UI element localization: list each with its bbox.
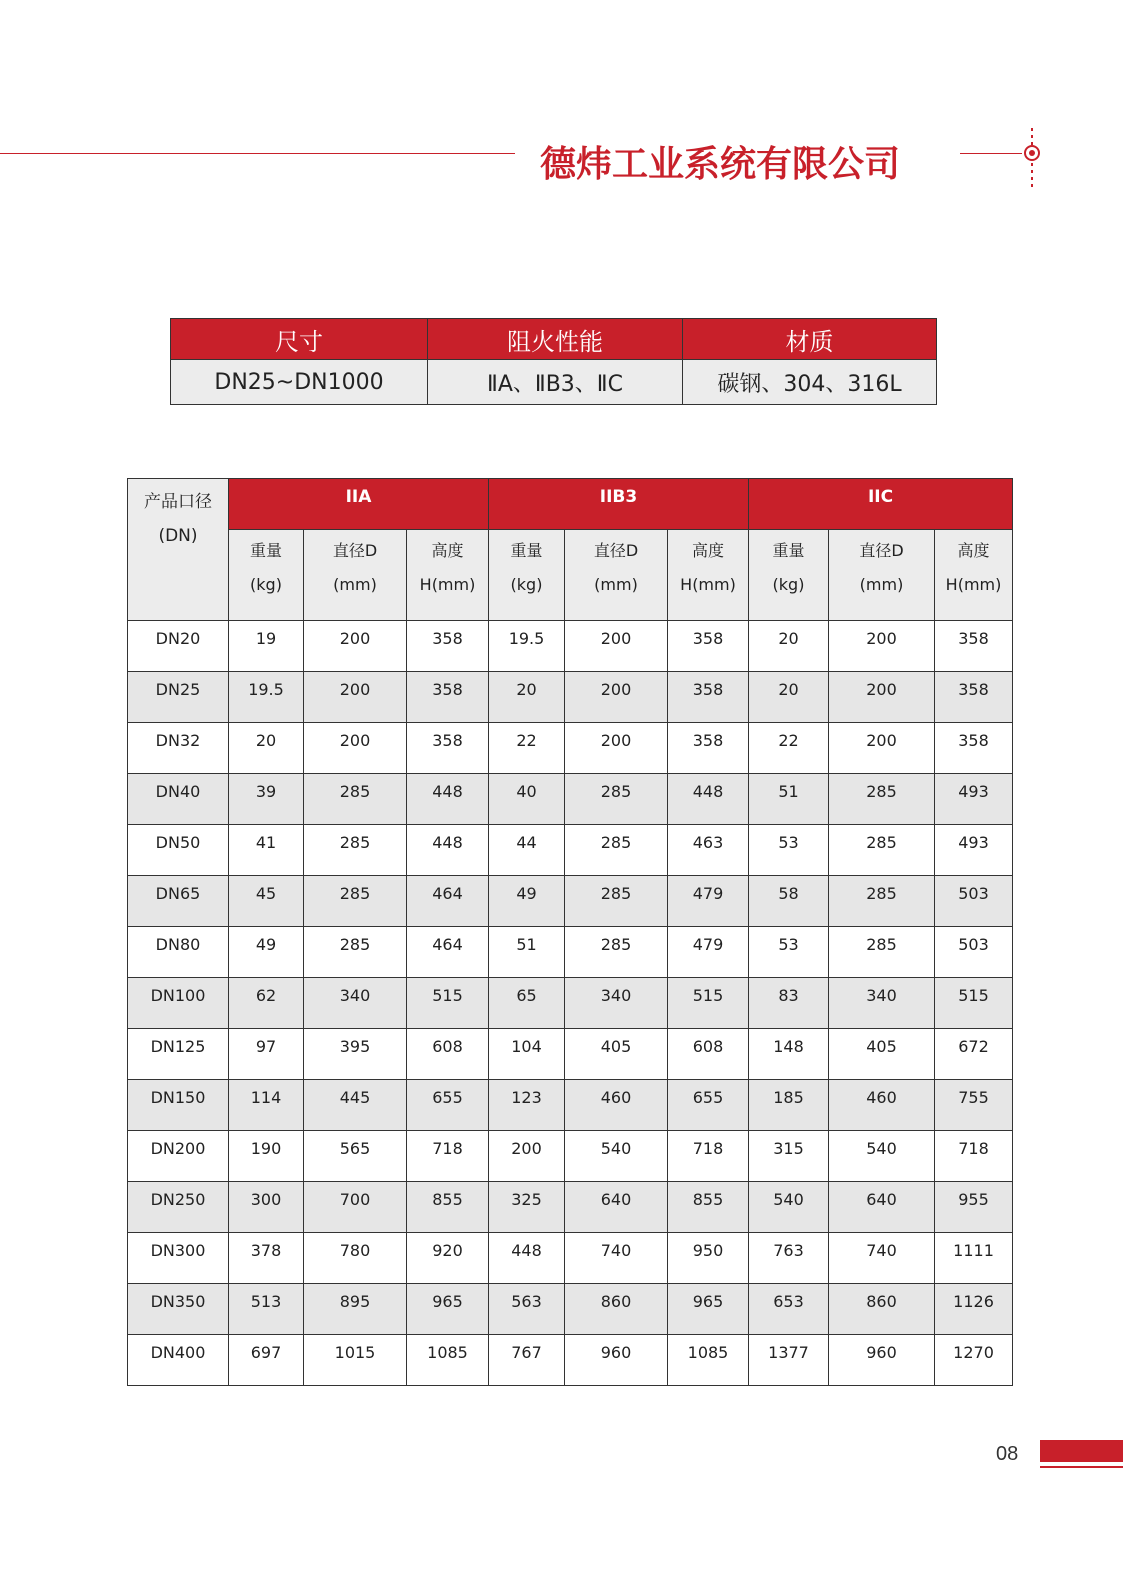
table-cell: 1126 bbox=[935, 1284, 1013, 1335]
header-nominal-diameter-label: 产品口径 bbox=[144, 492, 212, 512]
table-cell: 950 bbox=[668, 1233, 749, 1284]
table-cell: 200 bbox=[565, 723, 668, 774]
subheader-diameter bbox=[565, 530, 668, 621]
table-cell: 148 bbox=[749, 1029, 829, 1080]
row-nominal-diameter: DN300 bbox=[128, 1233, 229, 1284]
table-cell: 540 bbox=[749, 1182, 829, 1233]
row-nominal-diameter: DN250 bbox=[128, 1182, 229, 1233]
table-cell: 860 bbox=[565, 1284, 668, 1335]
subheader-label: 直径D bbox=[332, 541, 378, 560]
table-cell: 503 bbox=[935, 876, 1013, 927]
table-cell: 755 bbox=[935, 1080, 1013, 1131]
table-cell: 378 bbox=[229, 1233, 304, 1284]
table-cell: 448 bbox=[407, 774, 489, 825]
table-cell: 960 bbox=[829, 1335, 935, 1386]
table-row bbox=[128, 1335, 1013, 1386]
table-cell: 493 bbox=[935, 825, 1013, 876]
table-cell: 200 bbox=[565, 621, 668, 672]
table-cell: 718 bbox=[407, 1131, 489, 1182]
table-cell: 285 bbox=[565, 927, 668, 978]
table-cell: 655 bbox=[407, 1080, 489, 1131]
table-cell: 697 bbox=[229, 1335, 304, 1386]
table-cell: 1015 bbox=[304, 1335, 407, 1386]
table-row bbox=[128, 1080, 1013, 1131]
table-row bbox=[128, 876, 1013, 927]
subheader-unit: (kg) bbox=[510, 575, 543, 594]
table-cell: 51 bbox=[749, 774, 829, 825]
subheader-height bbox=[668, 530, 749, 621]
table-cell: 285 bbox=[829, 876, 935, 927]
company-name: 德炜工业系统有限公司 bbox=[540, 144, 901, 185]
table-cell: 463 bbox=[668, 825, 749, 876]
header-rule-left bbox=[0, 153, 515, 154]
table-cell: 53 bbox=[749, 825, 829, 876]
subheader-unit: (kg) bbox=[250, 575, 282, 594]
group-header-iia: IIA bbox=[229, 479, 489, 530]
table-cell: 740 bbox=[829, 1233, 935, 1284]
table-cell: 540 bbox=[829, 1131, 935, 1182]
table-cell: 655 bbox=[668, 1080, 749, 1131]
table-cell: 45 bbox=[229, 876, 304, 927]
subheader-unit: (mm) bbox=[333, 575, 377, 594]
table-cell: 51 bbox=[489, 927, 565, 978]
table-cell: 104 bbox=[489, 1029, 565, 1080]
dimension-table-body bbox=[128, 621, 1013, 1386]
header-nominal-diameter-unit: (DN) bbox=[158, 526, 198, 546]
table-cell: 285 bbox=[565, 876, 668, 927]
row-nominal-diameter: DN200 bbox=[128, 1131, 229, 1182]
table-cell: 920 bbox=[407, 1233, 489, 1284]
table-cell: 325 bbox=[489, 1182, 565, 1233]
table-cell: 20 bbox=[489, 672, 565, 723]
table-cell: 340 bbox=[304, 978, 407, 1029]
row-nominal-diameter: DN100 bbox=[128, 978, 229, 1029]
table-cell: 405 bbox=[829, 1029, 935, 1080]
table-cell: 285 bbox=[829, 927, 935, 978]
table-cell: 83 bbox=[749, 978, 829, 1029]
table-cell: 300 bbox=[229, 1182, 304, 1233]
table-cell: 479 bbox=[668, 927, 749, 978]
table-cell: 358 bbox=[668, 672, 749, 723]
table-cell: 285 bbox=[304, 774, 407, 825]
table-cell: 123 bbox=[489, 1080, 565, 1131]
table-cell: 860 bbox=[829, 1284, 935, 1335]
table-cell: 515 bbox=[407, 978, 489, 1029]
table-cell: 200 bbox=[304, 723, 407, 774]
table-cell: 960 bbox=[565, 1335, 668, 1386]
table-cell: 513 bbox=[229, 1284, 304, 1335]
table-cell: 358 bbox=[407, 672, 489, 723]
table-cell: 65 bbox=[489, 978, 565, 1029]
subheader-weight bbox=[229, 530, 304, 621]
table-cell: 608 bbox=[668, 1029, 749, 1080]
table-cell: 185 bbox=[749, 1080, 829, 1131]
spec-value-flame-performance: ⅡA、ⅡB3、ⅡC bbox=[428, 360, 683, 405]
table-cell: 49 bbox=[229, 927, 304, 978]
table-cell: 97 bbox=[229, 1029, 304, 1080]
table-cell: 358 bbox=[935, 723, 1013, 774]
table-cell: 19.5 bbox=[229, 672, 304, 723]
table-cell: 563 bbox=[489, 1284, 565, 1335]
table-cell: 464 bbox=[407, 876, 489, 927]
row-nominal-diameter: DN400 bbox=[128, 1335, 229, 1386]
table-cell: 358 bbox=[668, 723, 749, 774]
table-cell: 608 bbox=[407, 1029, 489, 1080]
table-cell: 200 bbox=[829, 621, 935, 672]
table-cell: 200 bbox=[304, 621, 407, 672]
row-nominal-diameter: DN20 bbox=[128, 621, 229, 672]
table-cell: 460 bbox=[565, 1080, 668, 1131]
table-cell: 62 bbox=[229, 978, 304, 1029]
table-cell: 340 bbox=[565, 978, 668, 1029]
subheader-weight bbox=[749, 530, 829, 621]
table-cell: 114 bbox=[229, 1080, 304, 1131]
table-cell: 285 bbox=[829, 774, 935, 825]
table-cell: 20 bbox=[749, 672, 829, 723]
table-cell: 448 bbox=[668, 774, 749, 825]
table-cell: 58 bbox=[749, 876, 829, 927]
subheader-diameter bbox=[304, 530, 407, 621]
table-cell: 20 bbox=[229, 723, 304, 774]
subheader-label: 重量 bbox=[510, 541, 543, 560]
subheader-label: 高度 bbox=[957, 541, 990, 560]
subheader-unit: (kg) bbox=[772, 575, 805, 594]
table-cell: 855 bbox=[407, 1182, 489, 1233]
table-cell: 700 bbox=[304, 1182, 407, 1233]
target-mark-icon bbox=[1020, 128, 1044, 190]
table-cell: 285 bbox=[565, 774, 668, 825]
header-rule-right bbox=[960, 153, 1022, 154]
table-cell: 22 bbox=[489, 723, 565, 774]
subheader-height bbox=[935, 530, 1013, 621]
table-cell: 493 bbox=[935, 774, 1013, 825]
row-nominal-diameter: DN25 bbox=[128, 672, 229, 723]
subheader-unit: H(mm) bbox=[945, 575, 1002, 594]
table-cell: 19.5 bbox=[489, 621, 565, 672]
row-nominal-diameter: DN50 bbox=[128, 825, 229, 876]
subheader-label: 重量 bbox=[249, 541, 282, 560]
table-cell: 1085 bbox=[407, 1335, 489, 1386]
table-cell: 767 bbox=[489, 1335, 565, 1386]
table-row bbox=[128, 1029, 1013, 1080]
table-cell: 190 bbox=[229, 1131, 304, 1182]
table-cell: 40 bbox=[489, 774, 565, 825]
table-cell: 445 bbox=[304, 1080, 407, 1131]
subheader-unit: H(mm) bbox=[419, 575, 476, 594]
table-cell: 358 bbox=[935, 621, 1013, 672]
subheader-unit: H(mm) bbox=[680, 575, 736, 594]
table-row bbox=[128, 1233, 1013, 1284]
table-row bbox=[128, 1182, 1013, 1233]
table-row bbox=[128, 672, 1013, 723]
table-row bbox=[128, 621, 1013, 672]
spec-table bbox=[170, 318, 937, 405]
table-cell: 718 bbox=[668, 1131, 749, 1182]
footer-accent-bar bbox=[1040, 1440, 1123, 1462]
subheader-label: 直径D bbox=[593, 541, 639, 560]
table-cell: 285 bbox=[304, 825, 407, 876]
dimension-table bbox=[127, 478, 1013, 1386]
table-cell: 653 bbox=[749, 1284, 829, 1335]
table-cell: 285 bbox=[565, 825, 668, 876]
table-cell: 855 bbox=[668, 1182, 749, 1233]
table-row bbox=[128, 825, 1013, 876]
table-cell: 285 bbox=[829, 825, 935, 876]
table-cell: 285 bbox=[304, 876, 407, 927]
table-cell: 718 bbox=[935, 1131, 1013, 1182]
table-cell: 41 bbox=[229, 825, 304, 876]
table-cell: 1377 bbox=[749, 1335, 829, 1386]
table-cell: 395 bbox=[304, 1029, 407, 1080]
subheader-label: 直径D bbox=[859, 541, 904, 560]
spec-header-flame-performance: 阻火性能 bbox=[428, 319, 683, 360]
table-row bbox=[128, 927, 1013, 978]
table-row bbox=[128, 774, 1013, 825]
table-cell: 22 bbox=[749, 723, 829, 774]
table-cell: 515 bbox=[935, 978, 1013, 1029]
table-cell: 19 bbox=[229, 621, 304, 672]
subheader-unit: (mm) bbox=[859, 575, 904, 594]
spec-value-material: 碳钢、304、316L bbox=[683, 360, 937, 405]
table-cell: 448 bbox=[407, 825, 489, 876]
row-nominal-diameter: DN40 bbox=[128, 774, 229, 825]
table-cell: 340 bbox=[829, 978, 935, 1029]
table-cell: 200 bbox=[489, 1131, 565, 1182]
subheader-label: 重量 bbox=[772, 541, 805, 560]
row-nominal-diameter: DN125 bbox=[128, 1029, 229, 1080]
table-row bbox=[128, 1131, 1013, 1182]
table-cell: 965 bbox=[668, 1284, 749, 1335]
table-cell: 448 bbox=[489, 1233, 565, 1284]
table-row bbox=[128, 723, 1013, 774]
row-nominal-diameter: DN350 bbox=[128, 1284, 229, 1335]
table-cell: 358 bbox=[668, 621, 749, 672]
subheader-weight bbox=[489, 530, 565, 621]
table-cell: 503 bbox=[935, 927, 1013, 978]
table-cell: 740 bbox=[565, 1233, 668, 1284]
table-cell: 672 bbox=[935, 1029, 1013, 1080]
table-cell: 44 bbox=[489, 825, 565, 876]
table-cell: 200 bbox=[565, 672, 668, 723]
page-number: 08 bbox=[996, 1443, 1019, 1465]
table-cell: 460 bbox=[829, 1080, 935, 1131]
table-cell: 358 bbox=[935, 672, 1013, 723]
table-cell: 540 bbox=[565, 1131, 668, 1182]
table-cell: 1085 bbox=[668, 1335, 749, 1386]
subheader-height bbox=[407, 530, 489, 621]
row-nominal-diameter: DN150 bbox=[128, 1080, 229, 1131]
table-cell: 955 bbox=[935, 1182, 1013, 1233]
table-cell: 1270 bbox=[935, 1335, 1013, 1386]
table-cell: 200 bbox=[829, 672, 935, 723]
table-cell: 965 bbox=[407, 1284, 489, 1335]
table-cell: 39 bbox=[229, 774, 304, 825]
table-cell: 479 bbox=[668, 876, 749, 927]
header-nominal-diameter bbox=[128, 479, 229, 621]
table-cell: 640 bbox=[565, 1182, 668, 1233]
table-cell: 49 bbox=[489, 876, 565, 927]
table-cell: 200 bbox=[304, 672, 407, 723]
table-cell: 358 bbox=[407, 621, 489, 672]
table-cell: 763 bbox=[749, 1233, 829, 1284]
footer-accent-line bbox=[1040, 1466, 1123, 1468]
table-cell: 20 bbox=[749, 621, 829, 672]
table-cell: 53 bbox=[749, 927, 829, 978]
table-row bbox=[128, 1284, 1013, 1335]
group-header-iic: IIC bbox=[749, 479, 1013, 530]
table-cell: 285 bbox=[304, 927, 407, 978]
table-cell: 315 bbox=[749, 1131, 829, 1182]
subheader-unit: (mm) bbox=[594, 575, 638, 594]
table-row bbox=[128, 978, 1013, 1029]
group-header-iib3: IIB3 bbox=[489, 479, 749, 530]
table-cell: 1111 bbox=[935, 1233, 1013, 1284]
table-cell: 515 bbox=[668, 978, 749, 1029]
subheader-label: 高度 bbox=[431, 541, 464, 560]
table-cell: 895 bbox=[304, 1284, 407, 1335]
table-cell: 640 bbox=[829, 1182, 935, 1233]
spec-value-size: DN25~DN1000 bbox=[171, 360, 428, 405]
spec-header-size: 尺寸 bbox=[171, 319, 428, 360]
spec-header-material: 材质 bbox=[683, 319, 937, 360]
table-cell: 200 bbox=[829, 723, 935, 774]
table-cell: 405 bbox=[565, 1029, 668, 1080]
subheader-label: 高度 bbox=[691, 541, 724, 560]
table-cell: 464 bbox=[407, 927, 489, 978]
row-nominal-diameter: DN65 bbox=[128, 876, 229, 927]
row-nominal-diameter: DN80 bbox=[128, 927, 229, 978]
table-cell: 565 bbox=[304, 1131, 407, 1182]
table-cell: 780 bbox=[304, 1233, 407, 1284]
table-cell: 358 bbox=[407, 723, 489, 774]
subheader-diameter bbox=[829, 530, 935, 621]
row-nominal-diameter: DN32 bbox=[128, 723, 229, 774]
